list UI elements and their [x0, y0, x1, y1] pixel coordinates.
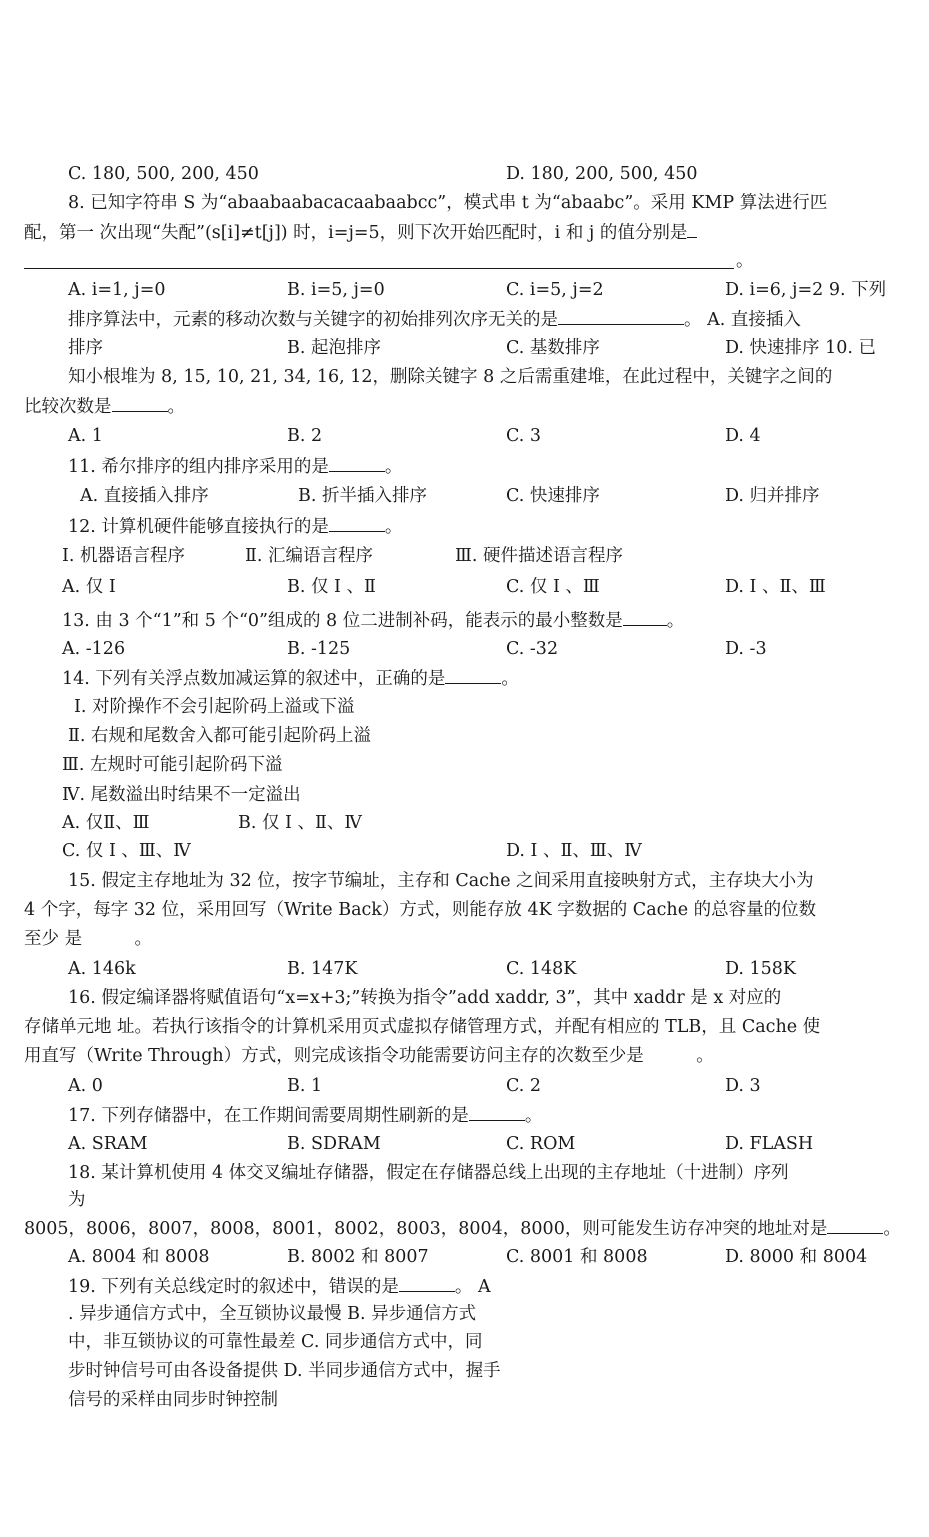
- question-text: [24, 221, 697, 243]
- option-b: B. 仅 Ⅰ 、Ⅱ、Ⅳ: [238, 813, 362, 833]
- option-b: B. 折半插入排序: [298, 486, 427, 506]
- statement-i: Ⅰ. 机器语言程序: [62, 546, 186, 566]
- option-b: B. 8002 和 8007: [287, 1247, 429, 1267]
- option-a: A. 146k: [68, 959, 136, 979]
- option-a-cont: 排序: [68, 338, 103, 358]
- statement-i: Ⅰ. 对阶操作不会引起阶码上溢或下溢: [74, 697, 355, 717]
- option-d: D. Ⅰ 、Ⅱ、Ⅲ、Ⅳ: [506, 841, 642, 861]
- option-d: D. FLASH: [725, 1134, 814, 1154]
- answer-blank: [24, 268, 734, 269]
- statement-iii: Ⅲ. 硬件描述语言程序: [455, 546, 624, 566]
- question-text: [68, 308, 801, 330]
- answer-blank: [469, 1104, 525, 1121]
- option-c: C. ROM: [506, 1134, 576, 1154]
- answer-blank: [687, 221, 697, 238]
- option-a: A. 仅Ⅱ、Ⅲ: [62, 813, 150, 833]
- answer-blank: [558, 308, 684, 325]
- option-d: D. 3: [725, 1076, 761, 1096]
- option-d: D. -3: [725, 639, 767, 659]
- question-text-part: 8005，8006，8007，8008，8001，8002，8003，8004，8000，则可能发生访存冲突的地址对是: [24, 1219, 828, 1239]
- question-text-part: 。: [167, 397, 185, 417]
- statement-iii: Ⅲ. 左规时可能引起阶码下溢: [62, 755, 283, 775]
- statement-ii: Ⅱ. 汇编语言程序: [245, 546, 374, 566]
- answer-blank: [329, 455, 385, 472]
- option-a: A. 0: [68, 1076, 103, 1096]
- question-text-part: 比较次数是: [24, 397, 112, 417]
- question-text-part: 排序算法中，元素的移动次数与关键字的初始排列次序无关的是: [68, 310, 558, 330]
- question-text-part: 14. 下列有关浮点数加减运算的叙述中，正确的是: [62, 669, 446, 689]
- question-text-part: 。: [883, 1219, 901, 1239]
- question-text: . 异步通信方式中，全互锁协议最慢 B. 异步通信方式: [68, 1304, 477, 1324]
- option-a: A. SRAM: [68, 1134, 148, 1154]
- option-c: C. 仅 Ⅰ 、Ⅲ: [506, 577, 600, 597]
- question-text: 。: [736, 251, 754, 271]
- question-text-part: 11. 希尔排序的组内排序采用的是: [68, 457, 329, 477]
- option-d: D. 快速排序 10. 已: [725, 338, 876, 358]
- option-b: B. 起泡排序: [287, 338, 381, 358]
- option-c: C. 180, 500, 200, 450: [68, 164, 259, 184]
- question-text: [68, 455, 402, 477]
- question-text: 步时钟信号可由各设备提供 D. 半同步通信方式中，握手: [68, 1361, 501, 1381]
- question-text: 中，非互锁协议的可靠性最差 C. 同步通信方式中，同: [68, 1332, 483, 1352]
- question-text-part: 19. 下列有关总线定时的叙述中，错误的是: [68, 1277, 399, 1297]
- statement-iv: Ⅳ. 尾数溢出时结果不一定溢出: [62, 785, 301, 805]
- question-text: 为: [68, 1190, 86, 1210]
- option-c: C. 8001 和 8008: [506, 1247, 648, 1267]
- option-d: D. i=6, j=2 9. 下列: [725, 280, 887, 300]
- option-d: D. 158K: [725, 959, 797, 979]
- option-d: D. 4: [725, 426, 761, 446]
- question-text: 信号的采样由同步时钟控制: [68, 1390, 278, 1410]
- question-text: [62, 667, 519, 689]
- question-text: 15. 假定主存地址为 32 位，按字节编址，主存和 Cache 之间采用直接映射方式，主存块大小为: [68, 871, 814, 891]
- question-text-part: 17. 下列存储器中，在工作期间需要周期性刷新的是: [68, 1106, 469, 1126]
- option-d: D. 180, 200, 500, 450: [506, 164, 698, 184]
- option-b: B. -125: [287, 639, 351, 659]
- option-a: A. 8004 和 8008: [68, 1247, 210, 1267]
- option-b: B. i=5, j=0: [287, 280, 385, 300]
- option-b: B. SDRAM: [287, 1134, 381, 1154]
- answer-blank: [623, 609, 667, 626]
- question-text-part: 13. 由 3 个“1”和 5 个“0”组成的 8 位二进制补码，能表示的最小整数是: [62, 611, 623, 631]
- question-text: [24, 395, 185, 417]
- option-c: C. 快速排序: [506, 486, 600, 506]
- question-text-part: 12. 计算机硬件能够直接执行的是: [68, 517, 329, 537]
- question-text: 18. 某计算机使用 4 体交叉编址存储器，假定在存储器总线上出现的主存地址（十进制）序列: [68, 1163, 789, 1183]
- option-b: B. 1: [287, 1076, 323, 1096]
- question-text: [24, 1217, 901, 1239]
- question-text-part: 。: [384, 517, 403, 537]
- option-a: A. -126: [62, 639, 126, 659]
- answer-blank: [329, 515, 385, 532]
- question-text-part: 。: [501, 669, 519, 689]
- option-c: C. 148K: [506, 959, 577, 979]
- option-a: A. i=1, j=0: [68, 280, 166, 300]
- option-d: D. 8000 和 8004: [725, 1247, 868, 1267]
- question-text-part: 。: [524, 1106, 543, 1126]
- question-text: 至少 是 。: [24, 929, 153, 949]
- question-text-part: 。 A. 直接插入: [684, 310, 801, 330]
- option-c: C. -32: [506, 639, 559, 659]
- option-a: A. 直接插入排序: [80, 486, 209, 506]
- option-c: C. i=5, j=2: [506, 280, 604, 300]
- option-a: A. 1: [68, 426, 103, 446]
- answer-blank: [827, 1217, 883, 1234]
- question-text: [68, 515, 402, 537]
- answer-blank: [445, 667, 501, 684]
- question-text: 知小根堆为 8, 15, 10, 21, 34, 16, 12，删除关键字 8 之后需重建堆，在此过程中，关键字之间的: [68, 367, 833, 387]
- question-text: 4 个字，每字 32 位，采用回写（Write Back）方式，则能存放 4K 字数据的 Cache 的总容量的位数: [24, 900, 817, 920]
- option-c: C. 3: [506, 426, 542, 446]
- option-d: D. 归并排序: [725, 486, 820, 506]
- question-text: 存储单元地 址。若执行该指令的计算机采用页式虚拟存储管理方式，并配有相应的 TLB，且 Cache 使: [24, 1017, 821, 1037]
- question-text: 8. 已知字符串 S 为“abaabaabacacaabaabcc”，模式串 t 为“abaabc”。采用 KMP 算法进行匹: [68, 193, 828, 213]
- option-b: B. 2: [287, 426, 323, 446]
- statement-ii: Ⅱ. 右规和尾数舍入都可能引起阶码上溢: [68, 726, 372, 746]
- question-text-part: 。: [384, 457, 403, 477]
- option-c: C. 基数排序: [506, 338, 600, 358]
- question-text-part: 。: [666, 611, 685, 631]
- option-a: A. 仅 Ⅰ: [62, 577, 116, 597]
- question-text-part: 配，第一 次出现“失配”(s[i]≠t[j]) 时，i=j=5，则下次开始匹配时，i 和 j 的值分别是: [24, 223, 688, 243]
- question-text: 用直写（Write Through）方式，则完成该指令功能需要访问主存的次数至少是 。: [24, 1046, 714, 1066]
- option-c: C. 2: [506, 1076, 542, 1096]
- question-text: [62, 609, 684, 631]
- option-d: D. Ⅰ 、Ⅱ、Ⅲ: [725, 577, 826, 597]
- option-c: C. 仅 Ⅰ 、Ⅲ、Ⅳ: [62, 841, 191, 861]
- question-text: 16. 假定编译器将赋值语句“x=x+3;”转换为指令”add xaddr, 3”，其中 xaddr 是 x 对应的: [68, 988, 782, 1008]
- answer-blank: [399, 1275, 455, 1292]
- question-text: [68, 1104, 542, 1126]
- question-text: [68, 1275, 491, 1297]
- question-text-part: 。 A: [454, 1277, 491, 1297]
- answer-blank: [112, 395, 168, 412]
- option-b: B. 仅 Ⅰ 、Ⅱ: [287, 577, 376, 597]
- option-b: B. 147K: [287, 959, 358, 979]
